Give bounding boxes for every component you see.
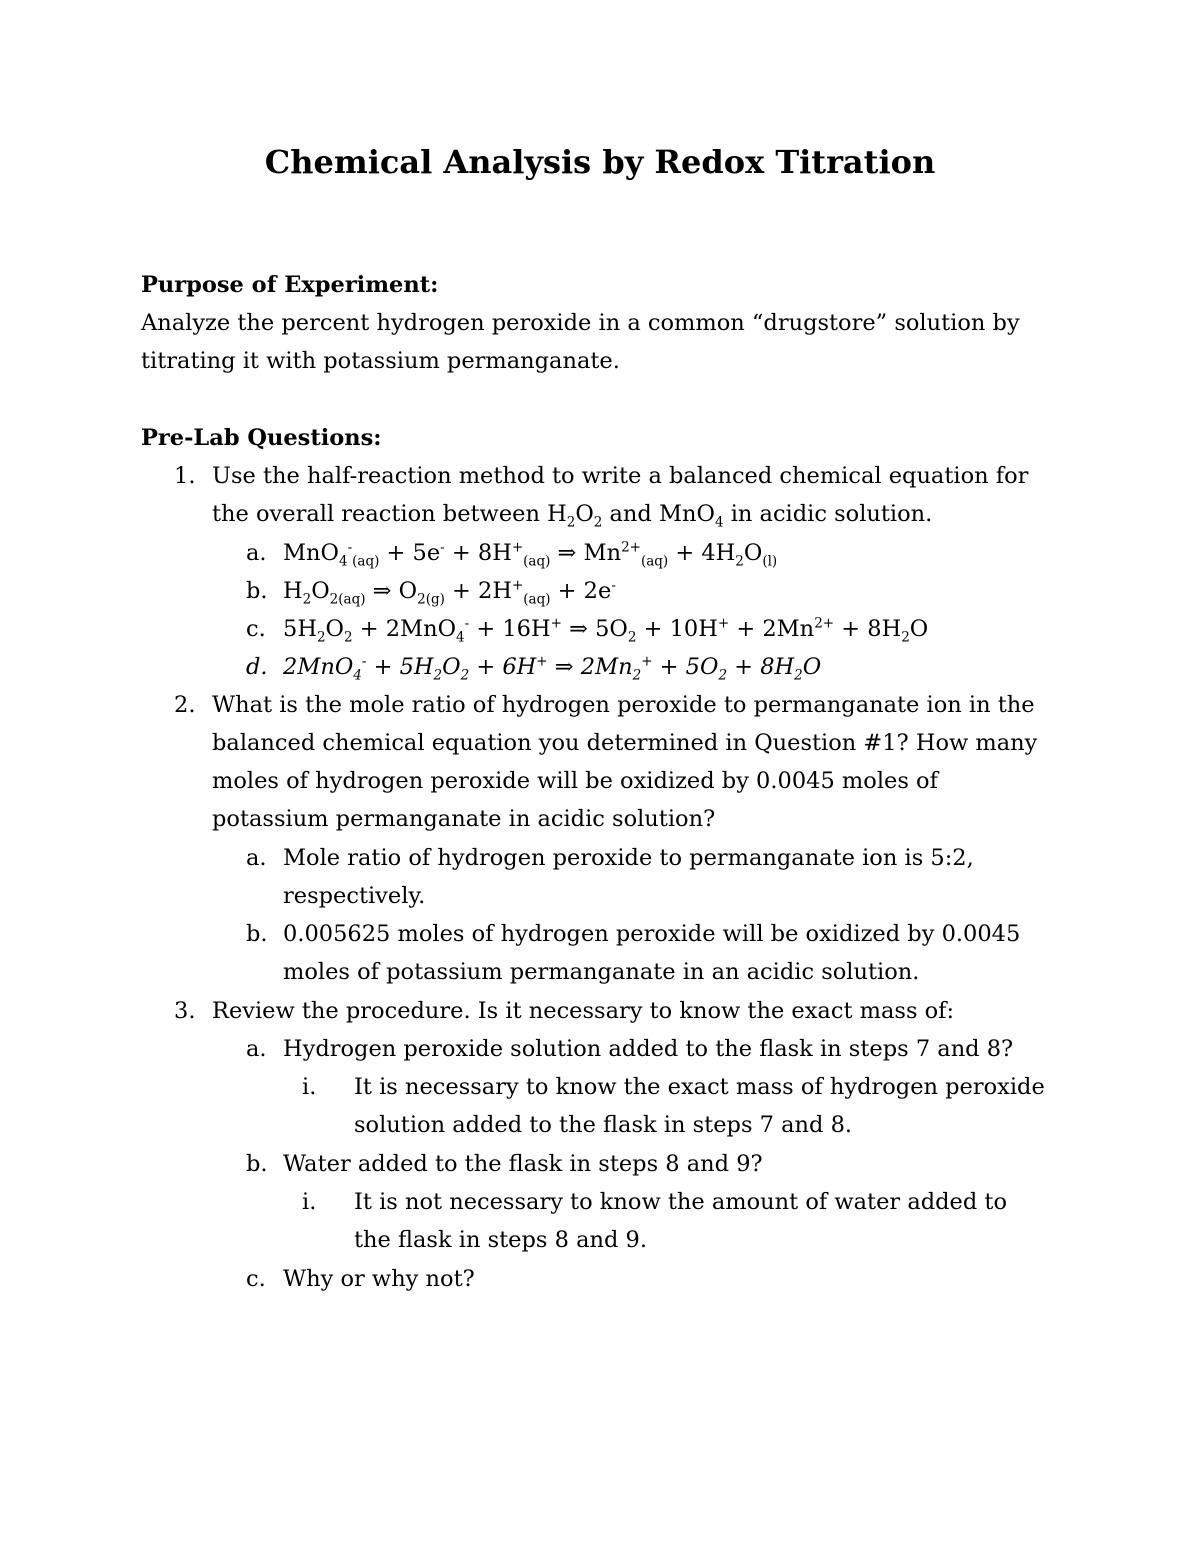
q3-sub-b-answer-line-2: the flask in steps 8 and 9.: [354, 1227, 647, 1253]
q2-answer-a-line-1: Mole ratio of hydrogen peroxide to permanganate ion is 5:2,: [283, 845, 974, 871]
question-2-line-2: balanced chemical equation you determined in Question #1? How many: [212, 730, 1038, 756]
document-title: Chemical Analysis by Redox Titration: [264, 143, 936, 181]
q1-answer-d-marker: d.: [246, 654, 268, 680]
q3-sub-b-marker: b.: [246, 1151, 268, 1177]
q1-answer-a-equation: $MnO_4^-_{(aq)} + 5e^- + 8H^+_{(aq)}$ ⇒ $Mn^{2+}_{(aq)} + 4H_2O_{(l)}$: [283, 539, 778, 570]
q3-sub-a-answer-line-1: It is necessary to know the exact mass of hydrogen peroxide: [354, 1074, 1045, 1100]
q3-sub-b-answer-marker: i.: [302, 1189, 317, 1215]
q1-answer-a-marker: a.: [246, 540, 267, 566]
q1-answer-b-marker: b.: [246, 578, 268, 604]
q2-answer-b-marker: b.: [246, 921, 268, 947]
q1-answer-c-marker: c.: [246, 616, 266, 642]
q3-sub-a-marker: a.: [246, 1036, 267, 1062]
q2-answer-a-marker: a.: [246, 845, 267, 871]
question-2-line-3: moles of hydrogen peroxide will be oxidized by 0.0045 moles of: [212, 768, 938, 794]
question-2-marker: 2.: [174, 692, 196, 718]
q1-answer-d-equation: $2MnO_4^- + 5H_2O_2 + 6H^+$ ⇒ $2Mn_2^+ + 5O_2 + 8H_2O$: [283, 653, 822, 684]
question-2-line-1: What is the mole ratio of hydrogen peroxide to permanganate ion in the: [212, 692, 1035, 718]
q3-sub-c-marker: c.: [246, 1266, 266, 1292]
question-2-line-4: potassium permanganate in acidic solution?: [212, 806, 716, 832]
question-3-line-1: Review the procedure. Is it necessary to know the exact mass of:: [212, 998, 955, 1024]
q1-answer-b-equation: $H_2O_{2(aq)}$ ⇒ $O_{2(g)} + 2H^+_{(aq)} + 2e^-$: [283, 577, 616, 608]
purpose-text-line-2: titrating it with potassium permanganate.: [141, 348, 620, 374]
question-1-line-2: the overall reaction between $H_2O_2$ and MnO$_4$ in acidic solution.: [212, 501, 933, 531]
question-1-line-1: Use the half-reaction method to write a balanced chemical equation for: [212, 463, 1029, 489]
q3-sub-a-answer-marker: i.: [302, 1074, 317, 1100]
question-3-marker: 3.: [174, 998, 196, 1024]
q2-answer-b-line-1: 0.005625 moles of hydrogen peroxide will be oxidized by 0.0045: [283, 921, 1021, 947]
q2-answer-a-line-2: respectively.: [283, 883, 426, 909]
purpose-heading: Purpose of Experiment:: [141, 272, 439, 298]
q3-sub-b-text: Water added to the flask in steps 8 and 9?: [283, 1151, 763, 1177]
q2-answer-b-line-2: moles of potassium permanganate in an acidic solution.: [283, 959, 920, 985]
purpose-text-line-1: Analyze the percent hydrogen peroxide in a common “drugstore” solution by: [141, 310, 1020, 336]
prelab-heading: Pre-Lab Questions:: [141, 425, 382, 451]
q3-sub-b-answer-line-1: It is not necessary to know the amount of water added to: [354, 1189, 1007, 1215]
q3-sub-a-text: Hydrogen peroxide solution added to the flask in steps 7 and 8?: [283, 1036, 1014, 1062]
q3-sub-c-text: Why or why not?: [283, 1266, 475, 1292]
q1-answer-c-equation: $5H_2O_2 + 2MnO_4^- + 16H^+$ ⇒ $5O_2 + 10H^+ + 2Mn^{2+} + 8H_2O$: [283, 615, 929, 646]
q3-sub-a-answer-line-2: solution added to the flask in steps 7 and 8.: [354, 1112, 853, 1138]
question-1-marker: 1.: [174, 463, 196, 489]
